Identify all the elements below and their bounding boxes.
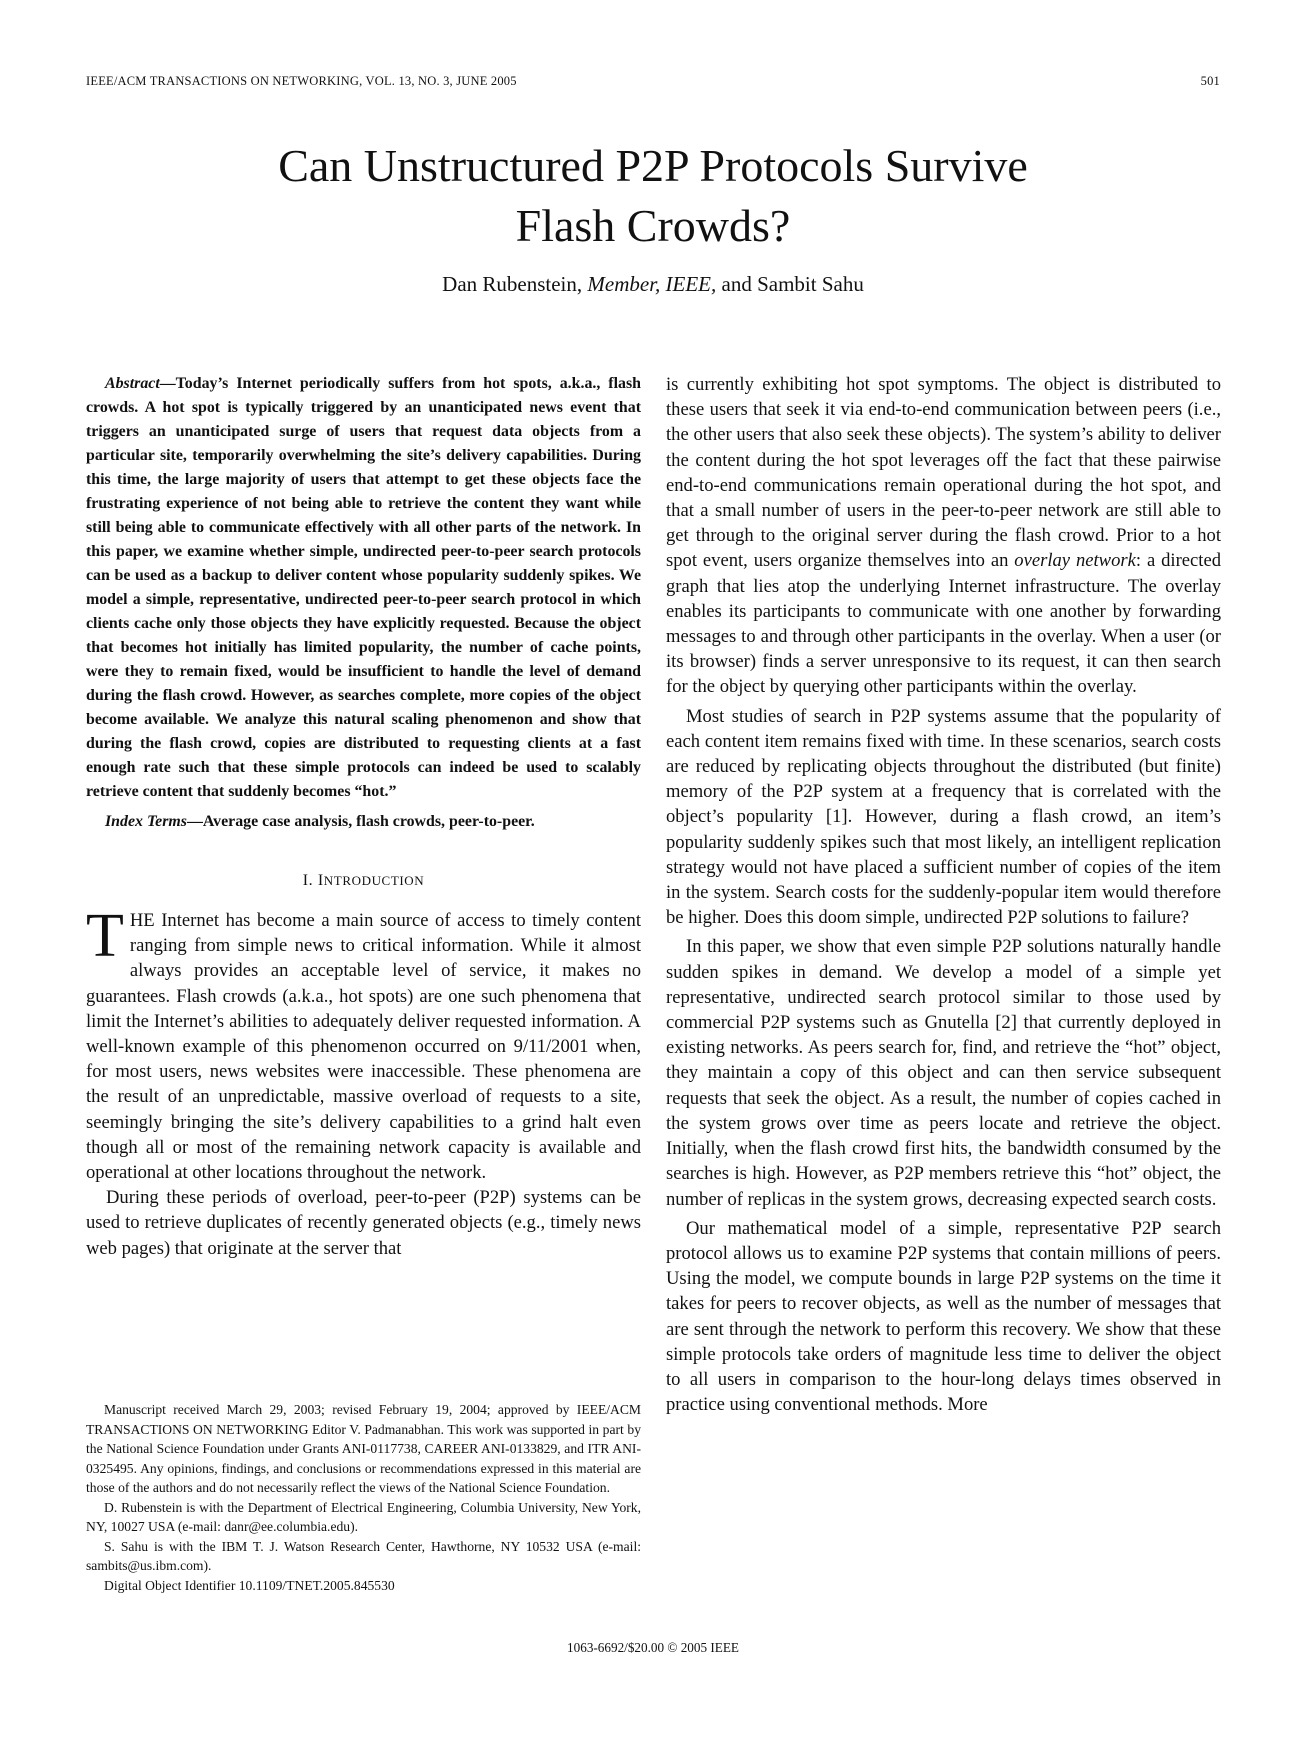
footnotes <box>86 1400 641 1595</box>
abstract-text: —Today’s Internet periodically suffers from hot spots, a.k.a., flash crowds. A hot spot is typically triggered by an unanticipated news event that triggers an unanticipated surge of users that request data objects from a particular site, temporarily overwhelming the site’s delivery capabilities. During this time, the large majority of users that attempt to get these objects face the frustrating experience of not being able to retrieve the content they want while still being able to communicate effectively with all other parts of the network. In this paper, we examine whether simple, undirected peer-to-peer search protocols can be used as a backup to deliver content whose popularity suddenly spikes. We model a simple, representative, undirected peer-to-peer search protocol in which clients cache only those objects they have explicitly requested. Because the object that becomes hot initially has limited popularity, the number of cache points, were they to remain fixed, would be insufficient to handle the level of demand during the flash crowd. However, as searches complete, more copies of the object become available. We analyze this natural scaling phenomenon and show that during the flash crowd, copies are distributed to requesting clients at a fast enough rate such that these simple protocols can indeed be used to scalably retrieve content that suddenly becomes “hot.” <box>86 375 641 800</box>
paper-title <box>0 136 1306 256</box>
right-paragraph-3: In this paper, we show that even simple P2P solutions naturally handle sudden spikes in demand. We develop a model of a simple yet representative, undirected search protocol similar to those used by commercial P2P systems such as Gnutella [2] that currently deployed in existing networks. As peers search for, find, and retrieve the “hot” object, they maintain a copy of this object and can then service subsequent requests that seek the object. As a result, the number of copies cached in the system grows over time as peers locate and retrieve the object. Initially, when the flash crowd first hits, the bandwidth consumed by the searches is high. However, as P2P members retrieve this “hot” object, the number of replicas in the system grows, decreasing expected search costs. <box>666 936 1221 1210</box>
right-column <box>666 372 1221 1417</box>
running-head <box>86 74 1220 94</box>
right-paragraph-1: is currently exhibiting hot spot symptoms. The object is distributed to these users that seek it via end-to-end communication between peers (i.e., the other users that also seek these objects). The system’s ability to deliver the content during the hot spot leverages off the fact that these pairwise end-to-end communications remain operational during the hot spot, and that a small number of users in the peer-to-peer network are still able to get through to the original server during the flash crowd. Prior to a hot spot event, users organize themselves into an overlay network: a directed graph that lies atop the underlying Internet infrastructure. The overlay enables its participants to communicate with one another by forwarding messages to and through other participants in the overlay. When a user (or its browser) finds a server unresponsive to its request, it can then search for the object by querying other participants within the overlay. <box>666 374 1221 698</box>
footnote-author-2: S. Sahu is with the IBM T. J. Watson Research Center, Hawthorne, NY 10532 USA (e-mail: sambits@us.ibm.com). <box>86 1538 641 1573</box>
author-1-role: Member, IEEE, <box>587 272 717 296</box>
index-terms-text: —Average case analysis, flash crowds, peer-to-peer. <box>186 813 535 830</box>
left-column <box>86 372 641 1261</box>
title-line-1: Can Unstructured P2P Protocols Survive <box>278 140 1028 191</box>
journal-header: IEEE/ACM TRANSACTIONS ON NETWORKING, VOL. 13, NO. 3, JUNE 2005 <box>86 74 517 88</box>
author-line <box>0 272 1306 297</box>
copyright-line: 1063-6692/$20.00 © 2005 IEEE <box>567 1640 739 1655</box>
index-terms-label: Index Terms <box>105 813 187 830</box>
abstract-label: Abstract <box>105 375 160 392</box>
index-terms <box>86 810 641 834</box>
footnote-doi: Digital Object Identifier 10.1109/TNET.2005.845530 <box>104 1577 395 1593</box>
section-heading-introduction: I. INTRODUCTION <box>302 872 425 889</box>
drop-cap: T <box>86 902 124 970</box>
right-paragraph-2: Most studies of search in P2P systems assume that the popularity of each content item remains fixed with time. In these scenarios, search costs are reduced by replicating objects throughout the distributed (but finite) memory of the P2P system at a frequency that is correlated with the object’s popularity [1]. However, during a flash crowd, an item’s popularity suddenly spikes such that most likely, an intelligent replication strategy would not have placed a sufficient number of copies of the item in the system. Search costs for the suddenly-popular item would therefore be higher. Does this doom simple, undirected P2P solutions to failure? <box>666 705 1221 929</box>
page-number: 501 <box>1200 74 1220 88</box>
footnote-author-1: D. Rubenstein is with the Department of Electrical Engineering, Columbia University, New York, NY, 10027 USA (e-mail: danr@ee.columbia.edu). <box>86 1499 641 1534</box>
author-1: Dan Rubenstein, <box>442 272 588 296</box>
intro-text-1: HE Internet has become a main source of access to timely content ranging from simple news to critical information. While it almost always provides an acceptable level of service, it makes no guarantees. Flash crowds (a.k.a., hot spots) are one such phenomena that limit the Internet’s abilities to adequately deliver requested information. A well-known example of this phenomenon occurred on 9/11/2001 when, for most users, news websites were inaccessible. These phenomena are the result of an unpredictable, massive overload of requests to a site, seemingly bringing the site’s delivery capabilities to a grind halt even though all or most of the remaining network capacity is available and operational at other locations throughout the network. <box>86 910 641 1184</box>
overlay-network-term: overlay network <box>1014 550 1136 572</box>
intro-paragraph-1 <box>86 902 641 1185</box>
abstract <box>86 372 641 804</box>
intro-paragraph-2: During these periods of overload, peer-to-peer (P2P) systems can be used to retrieve duplicates of recently generated objects (e.g., timely news web pages) that originate at the server that <box>86 1187 641 1259</box>
author-2: and Sambit Sahu <box>716 272 864 296</box>
footnote-manuscript: Manuscript received March 29, 2003; revised February 19, 2004; approved by IEEE/ACM TRANSACTIONS ON NETWORKING Editor V. Padmanabhan. This work was supported in part by the National Science Foundation under Grants ANI-0117738, CAREER ANI-0133829, and ITR ANI-0325495. Any opinions, findings, and conclusions or recommendations expressed in this material are those of the authors and do not necessarily reflect the views of the National Science Foundation. <box>86 1402 641 1495</box>
right-paragraph-4: Our mathematical model of a simple, representative P2P search protocol allows us to examine P2P systems that contain millions of peers. Using the model, we compute bounds in large P2P systems on the time it takes for peers to recover objects, as well as the number of messages that are sent through the network to perform this recovery. We show that these simple protocols take orders of magnitude less time to deliver the object to all users in comparison to the hour-long delays times observed in practice using conventional methods. More <box>666 1217 1221 1416</box>
title-line-2: Flash Crowds? <box>515 200 791 251</box>
